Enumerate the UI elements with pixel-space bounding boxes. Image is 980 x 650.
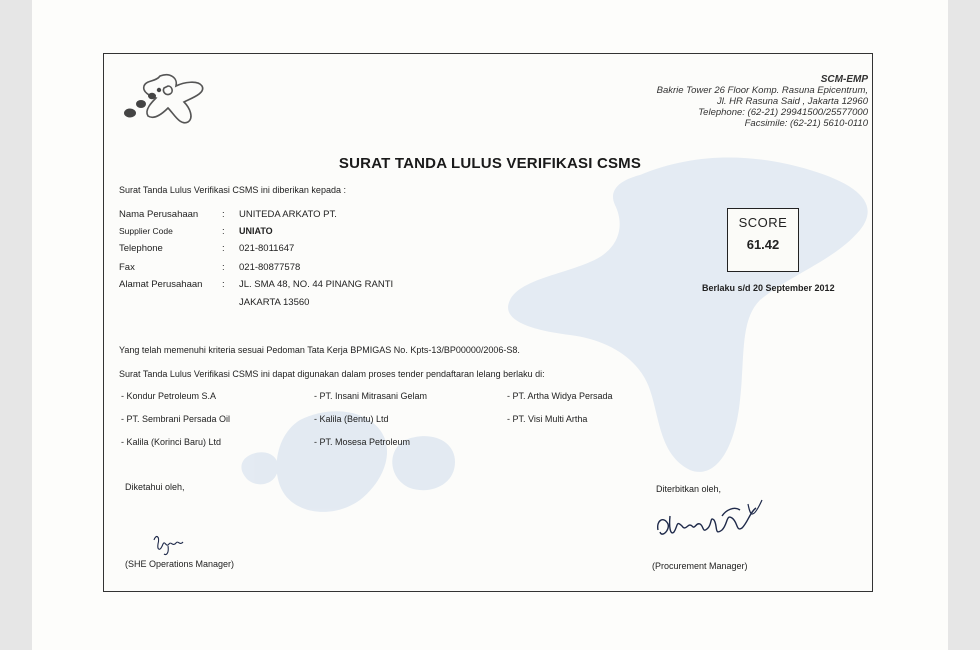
address-label: Alamat Perusahaan <box>119 279 203 290</box>
list-item: - Kalila (Bentu) Ltd <box>314 414 389 424</box>
list-item: - Kondur Petroleum S.A <box>121 391 217 401</box>
list-item: - PT. Visi Multi Artha <box>507 414 588 424</box>
fax-label: Fax <box>119 262 135 273</box>
left-signature-heading: Diketahui oleh, <box>125 482 185 492</box>
colon: : <box>222 279 225 290</box>
company-code: SCM-EMP <box>820 74 868 85</box>
star-splash-logo <box>118 68 213 128</box>
supplier-code-value: UNIATO <box>239 226 273 236</box>
right-signature <box>652 496 767 554</box>
list-item: - PT. Insani Mitrasani Gelam <box>314 391 428 401</box>
left-signature <box>150 530 190 558</box>
certificate-title: SURAT TANDA LULUS VERIFIKASI CSMS <box>338 155 642 172</box>
address-value-line-2: JAKARTA 13560 <box>239 297 310 308</box>
colon: : <box>222 262 225 273</box>
left-signature-role: (SHE Operations Manager) <box>125 559 235 569</box>
right-signature-heading: Diterbitkan oleh, <box>656 484 722 494</box>
address-line-1: Bakrie Tower 26 Floor Komp. Rasuna Epicentrum, <box>656 85 868 96</box>
list-item: - Kalila (Korinci Baru) Ltd <box>121 437 222 447</box>
validity-date: Berlaku s/d 20 September 2012 <box>702 283 835 293</box>
colon: : <box>222 209 225 220</box>
company-name-label: Nama Perusahaan <box>119 209 199 220</box>
score-label: SCORE <box>738 215 788 230</box>
telephone-line: Telephone: (62-21) 29941500/25577000 <box>698 107 868 118</box>
score-value: 61.42 <box>746 237 780 252</box>
telephone-label: Telephone <box>119 243 163 254</box>
telephone-value: 021-8011647 <box>239 243 295 254</box>
list-item: - PT. Sembrani Persada Oil <box>121 414 231 424</box>
list-item: - PT. Artha Widya Persada <box>507 391 613 401</box>
fax-value: 021-80877578 <box>239 262 301 273</box>
intro-text: Surat Tanda Lulus Verifikasi CSMS ini diberikan kepada : <box>119 185 346 195</box>
supplier-code-label: Supplier Code <box>119 226 173 236</box>
colon: : <box>222 226 225 237</box>
list-item: - PT. Mosesa Petroleum <box>314 437 411 447</box>
usage-statement: Surat Tanda Lulus Verifikasi CSMS ini dapat digunakan dalam proses tender pendaftaran lelang berlaku di: <box>119 369 545 379</box>
score-box <box>727 208 799 272</box>
right-signature-role: (Procurement Manager) <box>652 561 748 571</box>
company-name-value: UNITEDA ARKATO PT. <box>239 209 337 220</box>
criteria-statement: Yang telah memenuhi kriteria sesuai Pedoman Tata Kerja BPMIGAS No. Kpts-13/BP00000/2006-S8. <box>119 345 520 355</box>
address-value-line-1: JL. SMA 48, NO. 44 PINANG RANTI <box>239 279 394 290</box>
company-address-block <box>657 74 868 129</box>
facsimile-line: Facsimile: (62-21) 5610-0110 <box>744 118 868 129</box>
address-line-2: Jl. HR Rasuna Said , Jakarta 12960 <box>716 96 868 107</box>
colon: : <box>222 243 225 254</box>
